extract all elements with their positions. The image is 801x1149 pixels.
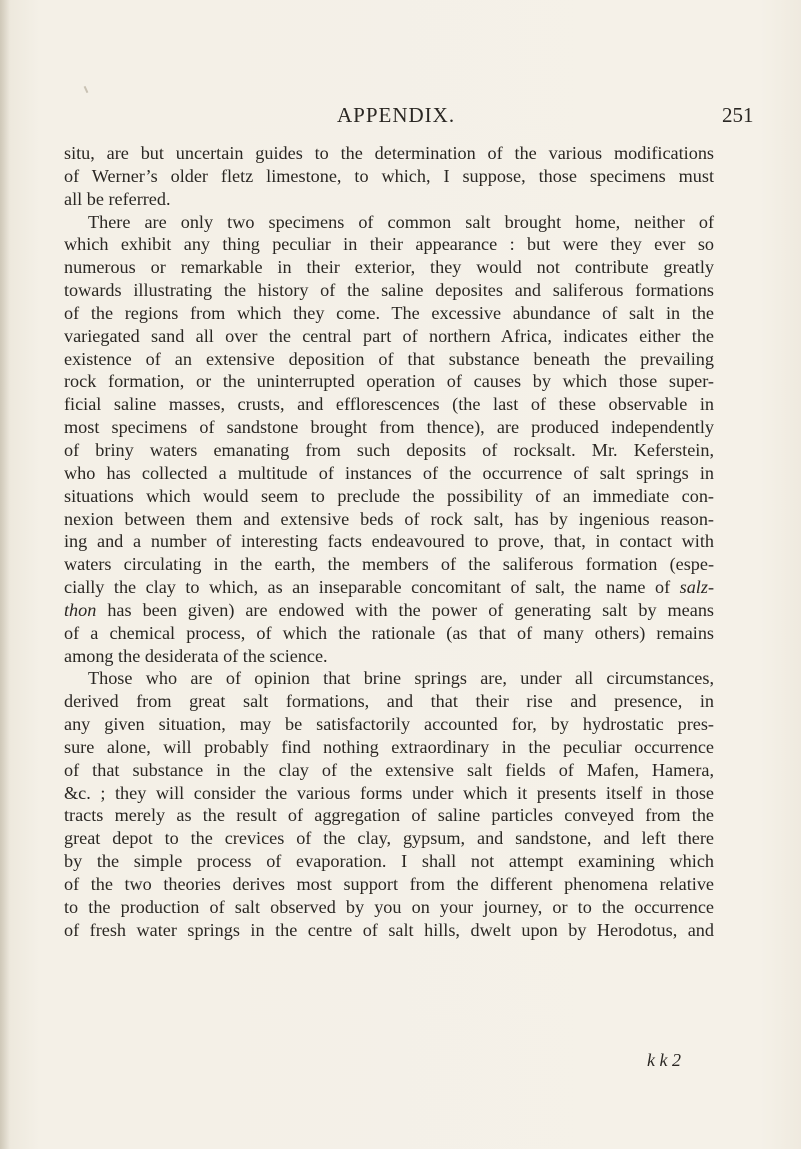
text-line: situations which would seem to preclude the possibility of an immediate con-	[64, 485, 714, 506]
text-line: who has collected a multitude of instances of the occurrence of salt springs in	[64, 462, 714, 483]
text-line: Those who are of opinion that brine springs are, under all circumstances,	[88, 668, 714, 689]
text-line: to the production of salt observed by you on your journey, or to the occurrence	[64, 896, 714, 917]
text-line: among the desiderata of the science.	[64, 645, 328, 666]
text-line: sure alone, will probably find nothing extraordinary in the peculiar occurrence	[64, 736, 714, 757]
text-line: towards illustrating the history of the saline deposites and saliferous formations	[64, 280, 714, 301]
text-line: situ, are but uncertain guides to the determination of the various modifications	[64, 143, 714, 163]
page-gutter-shadow	[0, 0, 10, 1149]
text-line: of a chemical process, of which the rationale (as that of many others) remains	[64, 622, 714, 643]
text-line: of the two theories derives most support from the different phenomena relative	[64, 874, 714, 894]
text-line: tracts merely as the result of aggregation of saline particles conveyed from the	[64, 805, 714, 826]
page-number: 251	[722, 103, 754, 127]
text-line: of the regions from which they come. The excessive abundance of salt in the	[64, 302, 714, 323]
text-line: variegated sand all over the central part of northern Africa, indicates either the	[64, 325, 714, 346]
text-line: great depot to the crevices of the clay, gypsum, and sandstone, and left there	[64, 828, 714, 849]
text-line: most specimens of sandstone brought from thence), are produced independently	[64, 417, 714, 438]
text-line: of briny waters emanating from such deposits of rocksalt. Mr. Keferstein,	[64, 439, 714, 460]
text-line: ing and a number of interesting facts endeavoured to prove, that, in contact with	[64, 531, 714, 552]
text-line: existence of an extensive deposition of that substance beneath the prevailing	[64, 348, 714, 369]
text-line: any given situation, may be satisfactorily accounted for, by hydrostatic pres-	[64, 714, 714, 735]
text-line: &c. ; they will consider the various forms under which it presents itself in those	[64, 782, 714, 803]
signature-mark: k k 2	[647, 1050, 681, 1070]
text-line: of Werner’s older fletz limestone, to which, I suppose, those specimens must	[64, 165, 714, 186]
page-header	[0, 103, 801, 133]
text-line: numerous or remarkable in their exterior, they would not contribute greatly	[64, 257, 714, 278]
text-line: all be referred.	[64, 188, 171, 209]
text-line: rock formation, or the uninterrupted operation of causes by which those super-	[64, 371, 714, 392]
body-text	[64, 142, 714, 942]
paper-speck	[84, 86, 89, 93]
text-line: derived from great salt formations, and that their rise and presence, in	[64, 691, 714, 712]
text-line: of that substance in the clay of the extensive salt fields of Mafen, Hamera,	[64, 759, 714, 780]
text-line: There are only two specimens of common salt brought home, neither of	[88, 211, 714, 232]
text-line: nexion between them and extensive beds of rock salt, has by ingenious reason-	[64, 508, 714, 529]
text-line: which exhibit any thing peculiar in their appearance : but were they ever so	[64, 234, 714, 255]
text-line: thon has been given) are endowed with the power of generating salt by means	[64, 599, 714, 620]
text-line: waters circulating in the earth, the members of the saliferous formation (espe-	[64, 554, 714, 575]
text-line: ficial saline masses, crusts, and efflorescences (the last of these observable in	[64, 394, 714, 415]
text-line: of fresh water springs in the centre of salt hills, dwelt upon by Herodotus, and	[64, 919, 714, 940]
text-line: cially the clay to which, as an inseparable concomitant of salt, the name of salz-	[64, 577, 714, 598]
running-head: APPENDIX.	[337, 103, 456, 127]
text-line: by the simple process of evaporation. I shall not attempt examining which	[64, 851, 714, 872]
